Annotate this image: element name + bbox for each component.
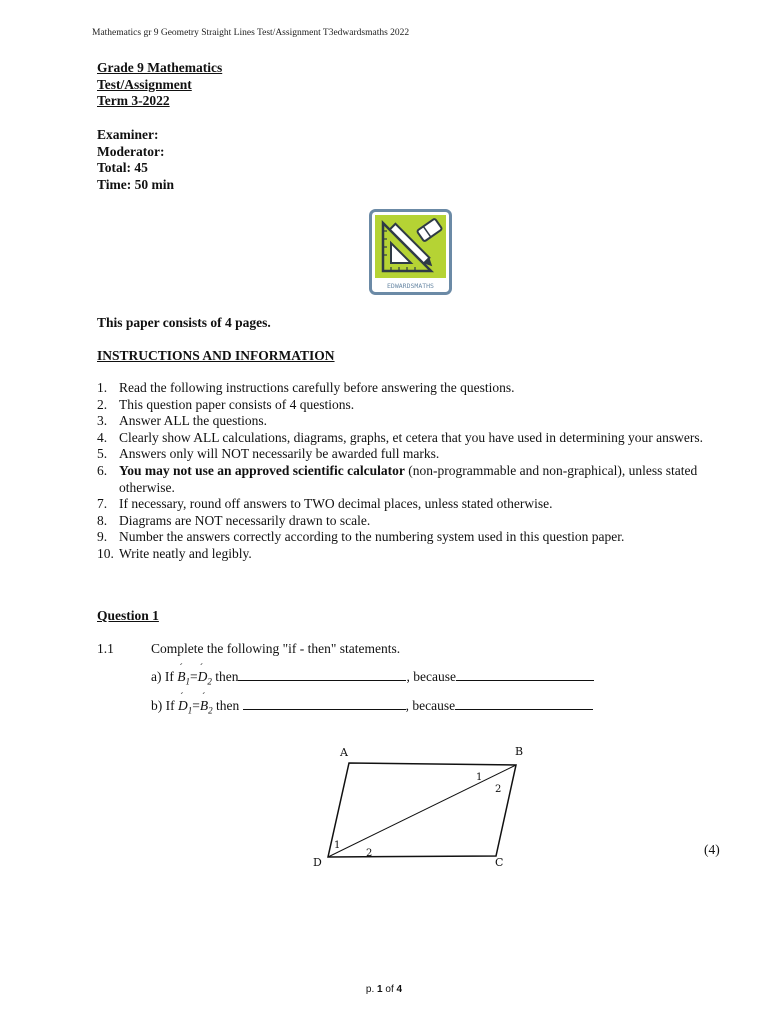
time-allowed: Time: 50 min [97,176,174,192]
marks-allocation: (4) [704,842,720,857]
instruction-item: 5. Answers only will NOT necessarily be awarded full marks. [97,446,440,462]
instruction-item: 7. If necessary, round off answers to TWO decimal places, unless stated otherwise. [97,496,553,512]
question-1-heading: Question 1 [97,608,159,623]
moderator-label: Moderator: [97,143,165,159]
diagonal-db [328,765,516,857]
page-count-note: This paper consists of 4 pages. [97,315,271,330]
exam-meta [97,127,174,193]
current-page: 1 [377,984,383,995]
edwardsmaths-logo [369,209,452,295]
total-marks: Total: 45 [97,160,148,175]
page-header: Mathematics gr 9 Geometry Straight Lines Test/Assignment T3edwardsmaths 2022 [92,28,410,38]
angle-label-d1: 1 [334,840,341,851]
total-pages: 4 [396,984,403,995]
angle-b1: ´ $B_1$ [177,669,190,687]
vertex-label-b: B [515,745,524,758]
title-block [97,60,222,110]
vertex-label-c: C [495,856,504,869]
angle-d1: ´ $D_1$ [178,698,192,716]
vertex-label-d: D [313,856,322,869]
answer-blank-b-then[interactable] [243,697,406,710]
vertex-label-a: A [340,746,348,759]
angle-label-b2: 2 [495,784,502,795]
instruction-item: 9. Number the answers correctly according to the numbering system used in this question paper. [97,529,625,545]
statement-b: b) If ´ $D_1=´$ $B_2$ then , because [151,697,593,716]
instructions-heading: INSTRUCTIONS AND INFORMATION [97,348,335,363]
question-number: 1.1 [97,641,114,656]
statement-a: a) If ´ $B_1=´$ $D_2$ then , because [151,668,594,687]
question-prompt: Complete the following "if - then" statements. [151,641,401,656]
instruction-item: 8. Diagrams are NOT necessarily drawn to scale. [97,512,371,528]
instructions-list [97,380,707,563]
instruction-item: 4. Clearly show ALL calculations, diagrams, graphs, et cetera that you have used in determining your answers. [97,429,703,445]
instruction-item: 3. Answer ALL the questions. [97,413,267,429]
instruction-item: 1. Read the following instructions carefully before answering the questions. [97,380,515,395]
answer-blank-a-because[interactable] [456,668,594,681]
angle-d2: ´ $D_2$ [198,669,212,687]
instruction-item: 2. This question paper consists of 4 questions. [97,396,355,412]
parallelogram-diagram [304,740,536,872]
title-term: Term 3-2022 [97,93,170,108]
answer-blank-a-then[interactable] [238,668,406,681]
angle-label-b1: 1 [476,772,483,783]
instruction-item: 10. Write neatly and legibly. [97,545,252,561]
instruction-item: 6. You may not use an approved scientific calculator (non-programmable and non-graphical), unless stated otherwise. [97,462,698,495]
answer-blank-b-because[interactable] [455,697,593,710]
angle-label-d2: 2 [366,848,373,859]
title-type: Test/Assignment [97,76,192,92]
title-subject: Grade 9 Mathematics [97,60,223,75]
examiner-label: Examiner: [97,127,159,142]
page-footer: p. 1 of 4 [365,984,403,995]
angle-b2: ´ $B_2$ [200,698,213,716]
logo-text: EDWARDSMATHS [387,282,434,290]
